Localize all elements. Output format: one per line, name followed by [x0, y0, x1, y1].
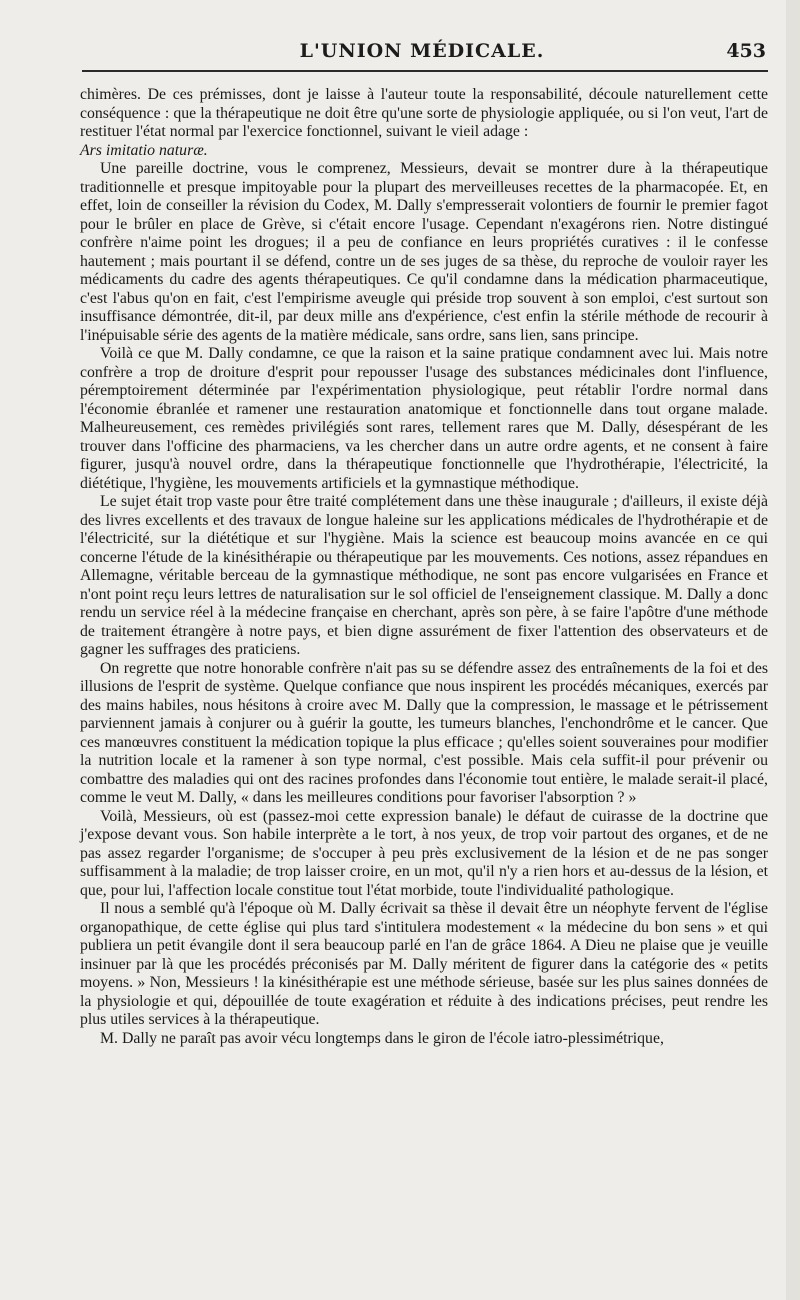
paragraph-2: Une pareille doctrine, vous le comprenez, Messieurs, devait se montrer dure à la thérapeutique traditionnelle et presque impitoyable pour la plupart des merveilleuses recettes de la pharmacopée. Et, en effet, loin de conseiller la révision du Codex, M. Dally s'empresserait volontiers de fournir le premier fagot pour le brûler en place de Grève, si c'était encore l'usage. Cependant n'exagérons rien. Notre distingué confrère n'aime point les drogues; il a peu de confiance en leurs propriétés curatives : il le confesse hautement ; mais pourtant il se défend, contre un de ses juges de sa thèse, du reproche de vouloir rayer les médicaments du cadre des agents thérapeutiques. Ce qu'il condamne dans la médication pharmaceutique, c'est l'abus qu'on en fait, c'est l'empirisme aveugle qui préside trop souvent à son emploi, c'est surtout son insuffisance démontrée, dit-il, par deux mille ans d'expérience, c'est enfin la stérile méthode de recourir à l'inépuisable série des agents de la matière médicale, sans ordre, sans lien, sans principe.	[80, 160, 768, 344]
body-text	[80, 86, 768, 1048]
paragraph-6: Voilà, Messieurs, où est (passez-moi cette expression banale) le défaut de cuirasse de la doctrine que j'expose devant vous. Son habile interprète a le tort, à nos yeux, de trop voir partout des organes, et de ne pas assez regarder l'organisme; de s'occuper à peu près exclusivement de la lésion et de ne pas songer suffisamment à la maladie; de trop laisser croire, en un mot, qu'il n'y a rien hors et au-dessus de la lésion, et que, pour lui, l'affection locale constitue tout l'état morbide, toute l'individualité pathologique.	[80, 807, 768, 899]
paragraph-3: Voilà ce que M. Dally condamne, ce que la raison et la saine pratique condamnent avec lui. Mais notre confrère a trop de droiture d'esprit pour repousser l'usage des substances médicinales dont l'influence, péremptoirement déterminée par l'expérimentation physiologique, peut rétablir l'ordre normal dans l'économie ébranlée et ramener une restauration anatomique et fonctionnelle dans tout organe malade. Malheureusement, ces remèdes privilégiés sont rares, tellement rares que M. Dally, désespérant de les trouver dans l'officine des pharmaciens, va les chercher dans un autre ordre agents, et ne consent à faire figurer, jusqu'à nouvel ordre, dans la thérapeutique fonctionnelle que l'hydrothérapie, l'électricité, la diététique, l'hygiène, les mouvements artificiels et la gymnastique méthodique.	[80, 345, 768, 492]
paragraph-1	[80, 86, 768, 160]
paragraph-7: Il nous a semblé qu'à l'époque où M. Dally écrivait sa thèse il devait être un néophyte fervent de l'église organopathique, de cette église qui plus tard s'intitulera modestement « la médecine du bon sens » et qui publiera un petit évangile dont il sera beaucoup parlé en l'an de grâce 1864. A Dieu ne plaise que je veuille insinuer par là que les procédés préconisés par M. Dally méritent de figurer dans la catégorie des « petits moyens. » Non, Messieurs ! la kinésithérapie est une méthode sérieuse, basée sur les plus saines données de la physiologie et qui, dépouillée de toute exagération et réduite à des indications précises, peut rendre les plus utiles services à la thérapeutique.	[80, 900, 768, 1028]
paragraph-5: On regrette que notre honorable confrère n'ait pas su se défendre assez des entraînements de la foi et des illusions de l'esprit de système. Quelque confiance que nous inspirent les procédés mécaniques, exercés par des mains habiles, nous hésitons à croire avec M. Dally que la compression, le massage et le pétrissement parviennent jamais à conjurer ou à guérir la goutte, les tumeurs blanches, l'enchondrôme et le cancer. Que ces manœuvres constituent la médication topique la plus efficace ; qu'elles soient souveraines pour modifier la nutrition locale et la ramener à son type normal, c'est possible. Mais cela suffit-il pour prévenir ou combattre des maladies qui ont des racines profondes dans l'économie tout entière, le malade serait-il placé, comme le veut M. Dally, « dans les meilleures conditions pour favoriser l'absorption ? »	[80, 659, 768, 806]
page-edge	[786, 0, 800, 1300]
running-title: L'UNION MÉDICALE.	[299, 40, 545, 62]
paragraph-1-text: chimères. De ces prémisses, dont je laisse à l'auteur toute la responsabilité, découle naturellement cette conséquence : que la thérapeutique ne doit être qu'une sorte de physiologie appliquée, ou si l'on veut, l'art de restituer l'état normal par l'exercice fonctionnel, suivant le vieil adage :	[80, 86, 768, 140]
latin-adage: Ars imitatio naturæ.	[80, 141, 208, 159]
paragraph-8: M. Dally ne paraît pas avoir vécu longtemps dans le giron de l'école iatro-plessimétrique,	[100, 1029, 664, 1047]
page-header	[78, 36, 766, 70]
page-number: 453	[726, 40, 766, 62]
header-rule	[82, 70, 768, 72]
paragraph-4: Le sujet était trop vaste pour être traité complétement dans une thèse inaugurale ; d'ailleurs, il existe déjà des livres excellents et des travaux de longue haleine sur les applications médicales de l'hydrothérapie et de l'électricité, sur la diététique et sur l'hygiène. Mais la science est beaucoup moins avancée en ce qui concerne l'étude de la kinésithérapie ou thérapeutique par les mouvements. Ces notions, assez répandues en Allemagne, véritable berceau de la gymnastique méthodique, ne sont pas encore vulgarisées en France et n'ont point reçu leurs lettres de naturalisation sur le sol officiel de l'enseignement classique. M. Dally a donc rendu un service réel à la médecine française en cherchant, après son père, à se faire l'apôtre d'une méthode de traitement étrangère à notre pays, et bien digne assurément de fixer l'attention des observateurs et de gagner les suffrages des praticiens.	[80, 493, 768, 658]
